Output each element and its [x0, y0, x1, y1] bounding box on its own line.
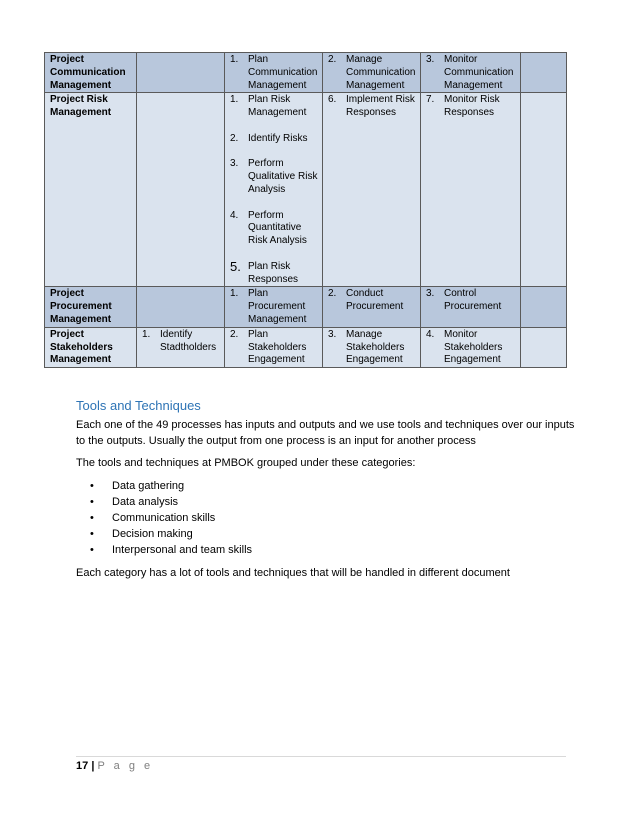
process-number: 1.	[230, 94, 239, 106]
process-name: Manage Communication Management	[346, 54, 416, 91]
process-name: Monitor Stakeholders Engagement	[444, 328, 503, 366]
process-item	[230, 258, 319, 287]
list-item	[90, 478, 252, 494]
process-item	[426, 94, 517, 120]
process-number: 4.	[426, 328, 435, 340]
page-word: P a g e	[97, 760, 154, 772]
process-name: Identify Risks	[248, 132, 308, 144]
process-item	[230, 288, 319, 326]
initiating-process-cell	[137, 327, 225, 367]
bullet-text: Data gathering	[112, 480, 185, 492]
process-name: Plan Stakeholders Engagement	[248, 328, 307, 366]
process-name: Plan Risk Responses	[248, 260, 299, 285]
process-name: Implement Risk Responses	[346, 94, 415, 119]
process-number: 1.	[142, 328, 151, 340]
monitoring-process-cell	[421, 93, 521, 287]
bullet-text: Decision making	[112, 528, 193, 540]
knowledge-area-cell: Project Stakeholders Management	[45, 327, 137, 367]
process-number: 2.	[230, 132, 239, 144]
footer-separator: |	[91, 760, 95, 772]
page-footer	[76, 760, 153, 772]
executing-process-cell	[323, 287, 421, 327]
process-item	[230, 54, 319, 92]
bullet-icon: •	[90, 496, 94, 508]
page-number: 17	[76, 760, 89, 772]
process-number: 6.	[328, 94, 337, 106]
process-item	[230, 210, 319, 248]
executing-process-cell	[323, 327, 421, 367]
bullet-icon: •	[90, 544, 94, 556]
process-item	[230, 329, 319, 367]
process-name: Manage Stakeholders Engagement	[346, 328, 405, 366]
process-number: 2.	[328, 54, 337, 65]
executing-process-cell	[323, 93, 421, 287]
planning-process-cell	[225, 93, 323, 287]
closing-process-cell	[521, 287, 567, 327]
process-number: 5.	[230, 258, 241, 274]
bullet-icon: •	[90, 512, 94, 524]
paragraph-closing: Each category has a lot of tools and techniques that will be handled in different document	[76, 567, 510, 579]
process-number: 2.	[230, 328, 239, 340]
planning-process-cell	[225, 53, 323, 93]
closing-process-cell	[521, 53, 567, 93]
initiating-process-cell	[137, 287, 225, 327]
knowledge-area-process-table	[44, 52, 567, 368]
process-number: 1.	[230, 288, 239, 300]
process-item	[328, 329, 417, 367]
process-name: Plan Procurement Management	[248, 288, 307, 325]
process-number: 3.	[426, 54, 435, 65]
table-row	[45, 287, 567, 327]
bullet-icon: •	[90, 528, 94, 540]
process-number: 1.	[230, 54, 239, 65]
process-name: Plan Risk Management	[248, 94, 307, 119]
process-item	[230, 133, 319, 146]
initiating-process-cell	[137, 53, 225, 93]
monitoring-process-cell	[421, 287, 521, 327]
table-row	[45, 327, 567, 367]
process-item	[328, 54, 417, 92]
process-item	[142, 329, 221, 355]
process-name: Control Procurement	[444, 288, 502, 313]
closing-process-cell	[521, 93, 567, 287]
bullet-text: Data analysis	[112, 496, 179, 508]
process-number: 3.	[328, 328, 337, 340]
table-row	[45, 53, 567, 93]
closing-process-cell	[521, 327, 567, 367]
process-number: 7.	[426, 94, 435, 106]
initiating-process-cell	[137, 93, 225, 287]
process-item	[328, 288, 417, 314]
paragraph-processes: Each one of the 49 processes has inputs and outputs and we use tools and techniques over our inputs to the outputs. Usually the output from one process is an input for another process	[76, 419, 575, 447]
process-name: Monitor Communication Management	[444, 54, 514, 91]
process-number: 4.	[230, 209, 239, 221]
category-bullet-list	[90, 478, 252, 558]
process-name: Perform Qualitative Risk Analysis	[248, 158, 318, 195]
process-item	[230, 94, 319, 120]
list-item	[90, 494, 252, 510]
planning-process-cell	[225, 327, 323, 367]
bullet-icon: •	[90, 480, 94, 492]
bullet-text: Interpersonal and team skills	[112, 544, 253, 556]
bullet-text: Communication skills	[112, 512, 216, 524]
knowledge-area-cell: Project Procurement Management	[45, 287, 137, 327]
knowledge-area-cell: Project Communication Management	[45, 53, 137, 93]
process-number: 2.	[328, 288, 337, 300]
knowledge-area-cell: Project Risk Management	[45, 93, 137, 287]
monitoring-process-cell	[421, 53, 521, 93]
process-name: Monitor Risk Responses	[444, 94, 500, 119]
process-item	[426, 329, 517, 367]
process-name: Perform Quantitative Risk Analysis	[248, 209, 307, 247]
process-item	[426, 288, 517, 314]
table-row	[45, 93, 567, 287]
list-item	[90, 542, 252, 558]
process-number: 3.	[230, 158, 239, 170]
process-item	[426, 54, 517, 92]
executing-process-cell	[323, 53, 421, 93]
list-item	[90, 510, 252, 526]
process-name: Plan Communication Management	[248, 54, 318, 91]
section-heading: Tools and Techniques	[76, 398, 201, 413]
monitoring-process-cell	[421, 327, 521, 367]
list-item	[90, 526, 252, 542]
process-name: Conduct Procurement	[346, 288, 404, 313]
process-item	[328, 94, 417, 120]
process-number: 3.	[426, 288, 435, 300]
process-item	[230, 158, 319, 196]
planning-process-cell	[225, 287, 323, 327]
footer-divider	[76, 756, 566, 757]
paragraph-categories-intro: The tools and techniques at PMBOK grouped under these categories:	[76, 457, 416, 469]
process-name: Identify Stadtholders	[160, 328, 217, 353]
